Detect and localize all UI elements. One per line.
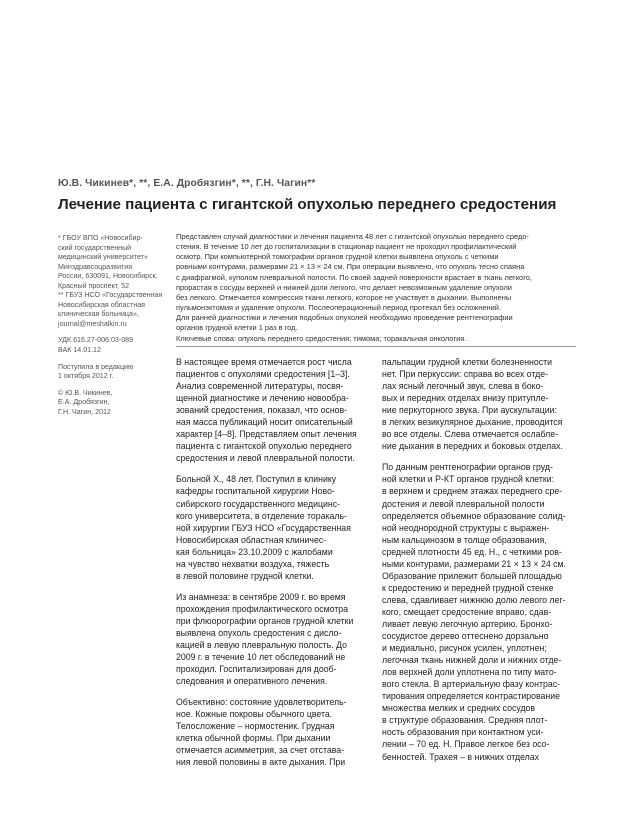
body-line: следования и оперативного лечения. [176,676,328,687]
affiliation-email[interactable]: journal@meshalkin.ru [58,319,127,328]
body-line: легочная ткань нижней доли и нижних отде- [382,655,562,666]
body-line: ной клетки и Р-КТ органов грудной клетки: [382,474,555,485]
copyright-line: © Ю.В. Чикинев, [58,388,113,397]
body-line: ными контурами, размерами 21 × 13 × 24 см. [382,558,566,569]
body-line: Новосибирская областная клиничес- [176,534,327,545]
body-line: клетка обычной формы. При дыхании [176,733,331,744]
body-line: По данным рентгенографии органов груд- [382,462,553,473]
body-line: пальпации грудной клетки болезненности [382,357,552,367]
body-line: нет. При перкуссии: справа во всех отде- [382,369,549,380]
body-line: Объективно: состояние удовлетворитель- [176,697,347,708]
body-line: 2009 г. в течение 10 лет обследований не [176,652,346,663]
abstract-divider [176,346,576,347]
body-line: Из анамнеза: в сентябре 2009 г. во время [176,591,346,602]
body-paragraph [176,356,372,464]
keywords-line: Ключевые слова: опухоль переднего средостения; тимома; торакальная онкология. [176,333,467,343]
body-paragraph [176,591,372,687]
article-title: Лечение пациента с гигантской опухолью переднего средостения [58,196,557,213]
copyright-line: Е.А. Дробязгин, [58,398,110,407]
body-line: лов верхней доли уплотнена по типу мато- [382,667,557,678]
body-line: Образование прилежит большей площадью [382,570,562,581]
body-line: вого стекла. В артериальную фазу контрас- [382,679,561,690]
body-line: к средостению и передней грудной стенке [382,582,554,593]
udk-code: УДК 616.27-006.03-089 [58,336,134,345]
abstract [176,232,576,344]
body-line: ная масса публикаций носит описательный [176,417,353,428]
body-line: в верхнем и среднем этажах переднего сре- [382,486,563,497]
body-line: лах ясный легочный звук, слева в боко- [382,381,544,392]
body-paragraph [382,461,578,762]
body-paragraph [382,356,578,452]
body-line: прохождения профилактического осмотра [176,603,349,614]
body-line: тирования определяется контрастирование [382,691,561,702]
body-line: сибирского государственного медицинс- [176,498,340,509]
affiliation-line: Красный проспект, 52 [58,281,130,290]
abstract-line: осмотр. При компьютерной томографии органов грудной клетки выявлена опухоль с четкими [176,252,499,262]
received-label: Поступила в редакцию [58,362,134,371]
abstract-line: прорастая в сосуды верхней и нижней доли легкого, что делает невозможным удаление опухоли [176,282,512,292]
body-line: во все отделы. Слева отмечается ослабле- [382,429,558,440]
abstract-line: без легкого. Отмечается компрессия ткани легкого, которое не участвует в дыхании. Выполнены [176,292,512,302]
body-line: пациентов с опухолями средостения [1–3]. [176,369,350,380]
body-line: множества мелких и средних сосудов [382,703,536,714]
body-line: Анализ современной литературы, посвя- [176,381,344,392]
body-line: сосудистое дерево оттеснено дорзально [382,631,549,642]
body-column-left [176,356,372,778]
body-line: ние дыхания в передних и боковых отделах. [382,441,563,452]
body-line: проходил. Госпитализирован для дооб- [176,664,337,675]
body-line: бенностей. Трахея – в нижних отделах [382,751,540,762]
body-line: ния левой половины в акте дыхания. При [176,757,346,768]
body-line: пациента с гигантской опухолью переднего [176,441,352,452]
affiliation-line: медицинский университет» [58,253,148,262]
body-line: в легких везикулярное дыхание, проводится [382,417,563,428]
body-line: средостения и левой плевральной полости. [176,453,355,464]
body-line: ливает левую легочную артерию. Бронхо- [382,618,553,629]
body-line: слева, сдавливает нижнюю долю левого лег- [382,594,566,605]
body-line: зований средостения, показал, что основ- [176,405,348,416]
body-line: ное. Кожные покровы обычного цвета. [176,709,333,720]
abstract-line: с диафрагмой, куполом плевральной полости. По своей задней поверхности врастает в ткань легкого, [176,272,532,282]
abstract-line: Представлен случай диагностики и лечения пациента 48 лет с гигантской опухолью переднего средо- [176,232,529,241]
body-line: Телосложение – нормостеник. Грудная [176,721,335,732]
body-line: В настоящее время отмечается рост числа [176,357,352,367]
affiliation-line: ский государственный [58,243,132,252]
copyright-line: Г.Н. Чагин, 2012 [58,407,111,416]
body-line: на чувство нехватки воздуха, тяжесть [176,558,330,569]
body-line: средней плотности 45 ед. Н., с четкими ров- [382,546,562,557]
affiliation-line: Минздравсоцразвития [58,262,133,271]
body-line: лении – 70 ед. Н. Правое легкое без осо- [382,739,550,750]
body-line: и медиально, рисунок усилен, уплотнен; [382,643,547,654]
affiliation-line: клиническая больница», [58,310,139,319]
affiliation-line: * ГБОУ ВПО «Новосибир- [58,234,143,242]
abstract-line: ровными контурами, размерами 21 × 13 × 24 см. При операции выявлено, что опухоль тесно спаяна [176,262,525,272]
body-line: в структуре образования. Средняя плот- [382,715,548,726]
abstract-line: стения. В течение 10 лет до госпитализации в стационар пациент не проходил профилактический [176,242,517,252]
body-line: Больной Х., 48 лет. Поступил в клинику [176,474,337,485]
authors-line: Ю.В. Чикинев*, **, Е.А. Дробязгин*, **, Г.Н. Чагин** [58,178,316,189]
body-line: щенной диагностике и лечению новообра- [176,393,349,404]
body-line: кая больница» 23.10.2009 с жалобами [176,546,333,557]
abstract-line: органов грудной клетки 1 раз в год. [176,323,298,333]
received-date: 1 октября 2012 г. [58,372,114,381]
body-line: кого, смещает средостение вправо, сдав- [382,606,552,617]
body-line: вых и передних отделах внизу притупле- [382,393,549,404]
affiliation-line: России, 630091, Новосибирск, [58,272,158,281]
body-line: определяется объемное образование солид- [382,510,566,521]
body-paragraph [176,696,372,768]
body-line: ной хирургии ГБУЗ НСО «Государственная [176,522,351,533]
body-line: отмечается асимметрия, за счет отстава- [176,745,345,756]
body-column-right [382,356,578,772]
body-line: кацией в левую плевральную полость. До [176,640,347,651]
body-paragraph [176,473,372,581]
body-line: ной неоднородной структуры с выражен- [382,522,550,533]
body-line: кого университета, в отделение торакаль- [176,510,347,521]
body-line: достения и левой плевральной полости [382,498,545,509]
abstract-line: пульмонэктомия и удаление опухоли. Послеоперационный период протекал без осложнений. [176,303,501,313]
body-line: выявлена опухоль средостения с дисло- [176,627,342,638]
affiliation-line: ** ГБУЗ НСО «Государственная [58,291,163,300]
body-line: в левой половине грудной клетки. [176,570,314,581]
body-line: кафедры госпитальной хирургии Ново- [176,486,335,497]
body-line: при флюорографии органов грудной клетки [176,615,354,626]
affiliations-sidebar [58,234,166,417]
abstract-line: Для ранней диагностики и лечения подобных опухолей необходимо проведение рентгенографии [176,313,513,323]
body-line: ние перкуторного звука. При аускультации: [382,405,557,416]
body-line: ным кальцинозом в толще образования, [382,534,547,545]
body-line: ность образования при контактном уси- [382,727,544,738]
vak-code: ВАК 14.01.12 [58,346,101,355]
body-line: характер [4–8]. Представляем опыт лечения [176,429,357,440]
affiliation-line: Новосибирская областная [58,300,146,309]
